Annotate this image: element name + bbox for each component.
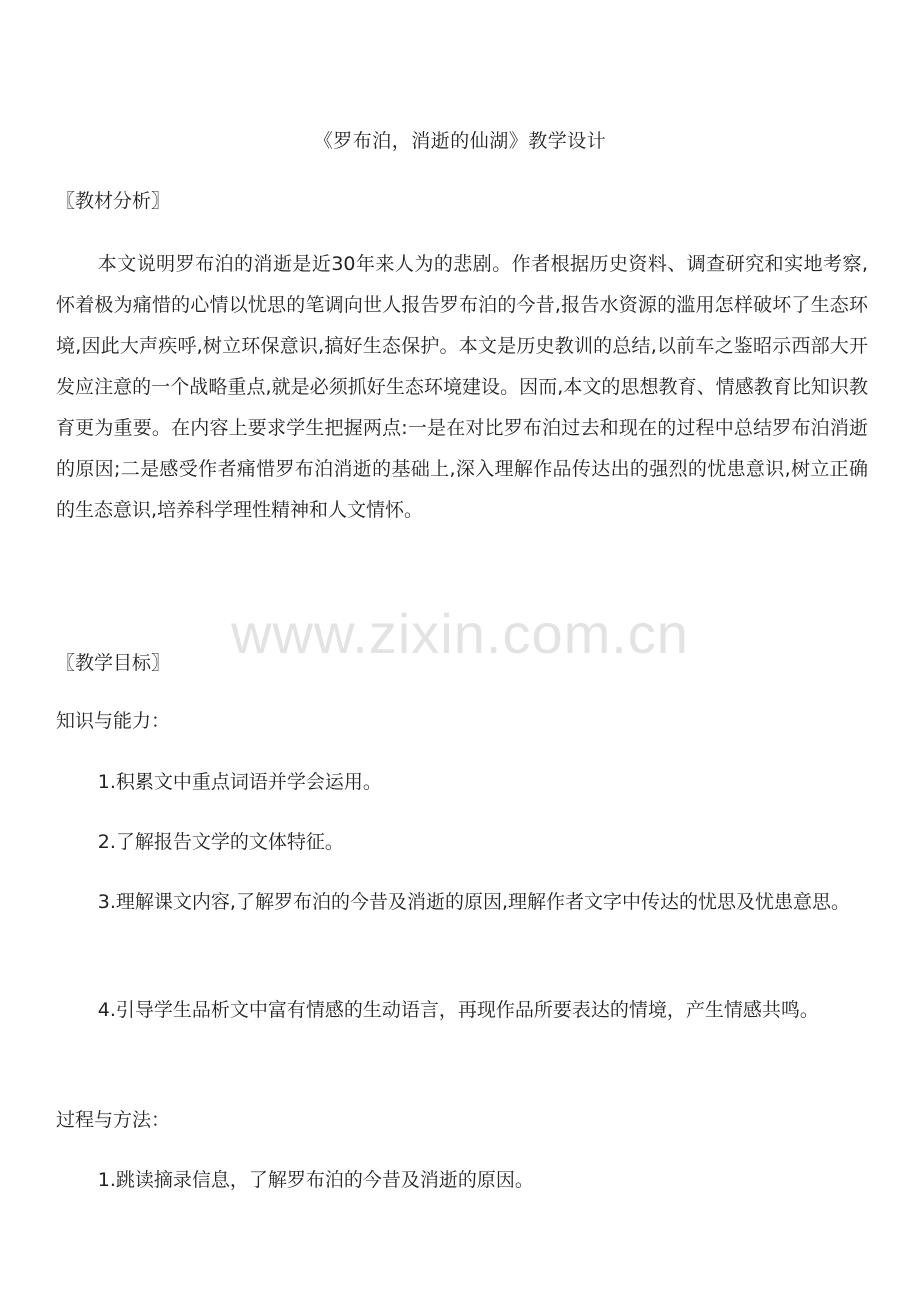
document-title: 《罗布泊，消逝的仙湖》教学设计 — [313, 130, 607, 152]
knowledge-item-4: 4.引导学生品析文中富有情感的生动语言，再现作品所要表达的情境，产生情感共鸣。 — [97, 999, 819, 1021]
section-heading-analysis: 〖教材分析〗 — [56, 190, 171, 212]
knowledge-item-2: 2.了解报告文学的文体特征。 — [97, 831, 344, 853]
process-heading: 过程与方法： — [56, 1109, 171, 1131]
section-heading-goals: 〖教学目标〗 — [56, 652, 171, 674]
analysis-paragraph: 本文说明罗布泊的消逝是近30年来人为的悲剧。作者根据历史资料、调查研究和实地考察,怀着极为痛惜的心情以忧思的笔调向世人报告罗布泊的今昔,报告水资源的滥用怎样破坏了生态环境,因此大声疾呼,树立环保意识,搞好生态保护。本文是历史教训的总结,以前车之鉴昭示西部大开发应注意的一个战略重点,就是必须抓好生态环境建设。因而,本文的思想教育、情感教育比知识教育更为重要。在内容上要求学生把握两点:一是在对比罗布泊过去和现在的过程中总结罗布泊消逝的原因;二是感受作者痛惜罗布泊消逝的基础上,深入理解作品传达出的强烈的忧患意识,树立正确的生态意识,培养科学理性精神和人文情怀。 — [56, 253, 868, 521]
knowledge-heading: 知识与能力： — [56, 710, 171, 732]
watermark: www.zixin.com.cn — [231, 602, 689, 665]
knowledge-item-1: 1.积累文中重点词语并学会运用。 — [97, 771, 382, 793]
knowledge-item-3: 3.理解课文内容,了解罗布泊的今昔及消逝的原因,理解作者文字中传达的忧思及忧患意思。 — [97, 891, 851, 913]
process-item-1: 1.跳读摘录信息，了解罗布泊的今昔及消逝的原因。 — [97, 1169, 534, 1191]
